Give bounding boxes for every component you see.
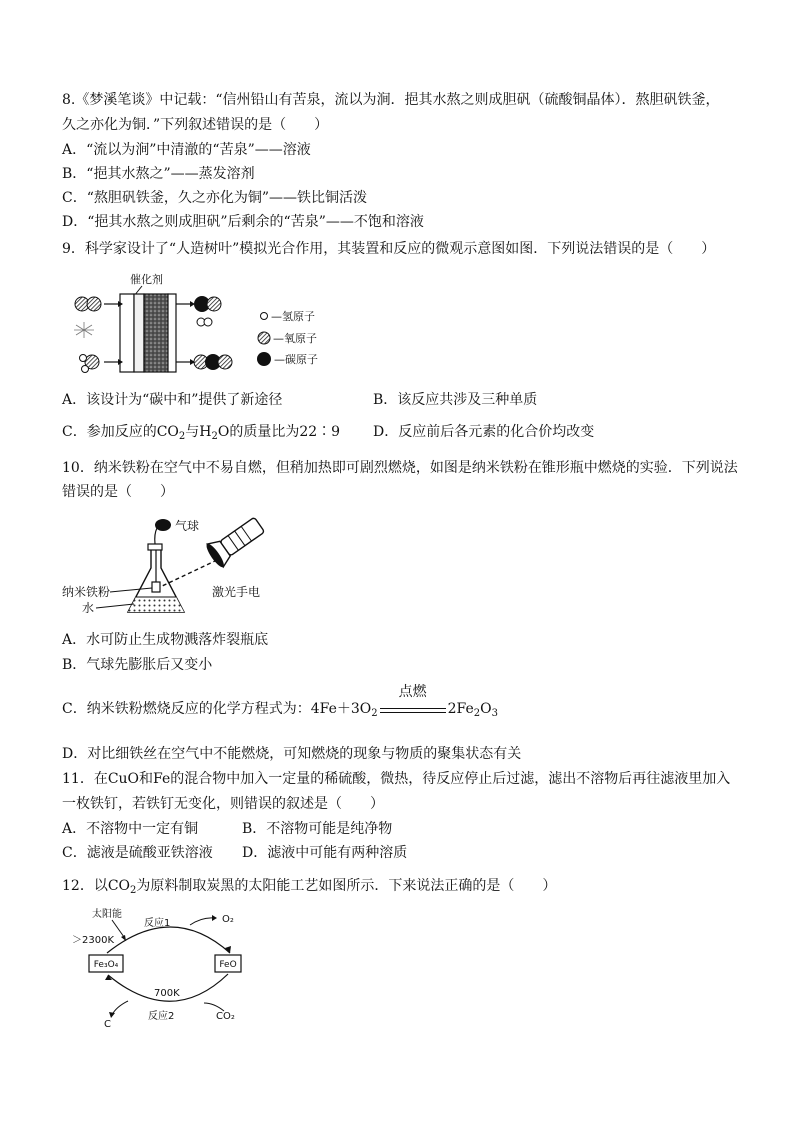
- balloon-icon: [155, 519, 171, 531]
- legend-carbon-label: —碳原子: [274, 353, 318, 366]
- q9-artificial-leaf-figure: [62, 270, 352, 380]
- q11-option-d: D．滤液中可能有两种溶质: [242, 845, 408, 861]
- q10-option-a: A．水可防止生成物溅落炸裂瓶底: [62, 632, 269, 648]
- q12-stem: 12．以$CO_2$为原料制取炭黑的太阳能工艺如图所示．下来说法正确的是（ ）: [62, 878, 557, 896]
- q9-option-c: C．参加反应的$CO_2$与$H_2O$的质量比为22∶9: [62, 424, 341, 442]
- solar-label: 太阳能: [92, 909, 122, 920]
- q8-stem-line1: 8.《梦溪笔谈》中记载：“信州铅山有苦泉，流以为涧．挹其水熬之则成胆矾（硫酸铜晶体）．熬胆矾铁釜，: [62, 92, 720, 108]
- q9-option-d: D．反应前后各元素的化合价均改变: [373, 424, 595, 440]
- q10-option-d: D．对比细铁丝在空气中不能燃烧，可知燃烧的现象与物质的聚集状态有关: [62, 746, 522, 762]
- q11-stem-line2: 一枚铁钉，若铁钉无变化，则错误的叙述是（ ）: [62, 796, 384, 812]
- q9-stem: 9．科学家设计了“人造树叶”模拟光合作用，其装置和反应的微观示意图如图．下列说法错误的是（ ）: [62, 241, 716, 257]
- q11-stem-line1: 11．在CuO和Fe的混合物中加入一定量的稀硫酸，微热，待反应停止后过滤，滤出不溶物后再往滤液里加入: [62, 771, 731, 787]
- q9-option-b: B．该反应共涉及三种单质: [373, 392, 538, 408]
- q12-solar-process-figure: [62, 903, 262, 1028]
- laser-label: 激光手电: [212, 585, 261, 599]
- q10-stem-line1: 10．纳米铁粉在空气中不易自燃，但稍加热即可剧烈燃烧，如图是纳米铁粉在锥形瓶中燃烧的实验．下列说法: [62, 460, 738, 476]
- carbon-label: C: [104, 1019, 111, 1028]
- svg-text:FeO: FeO: [219, 960, 237, 970]
- device-left-panel: [120, 294, 134, 372]
- q11-option-a: A．不溶物中一定有铜: [62, 821, 199, 837]
- legend-hydrogen-label: —氢原子: [271, 310, 315, 323]
- high-temp-label: ＞2300K: [72, 935, 115, 946]
- reaction-condition: 点燃: [380, 699, 446, 719]
- q10-equation: $4Fe+3O_2$ 点燃 $2Fe_2O_3$: [310, 684, 498, 719]
- q11-option-c: C．滤液是硫酸亚铁溶液: [62, 845, 213, 861]
- q10-option-b: B．气球先膨胀后又变小: [62, 657, 213, 673]
- q8-option-a: A．“流以为涧”中清澈的“苦泉”——溶液: [62, 142, 311, 158]
- low-temp-label: 700K: [154, 988, 180, 999]
- q10-nano-iron-figure: [62, 508, 282, 623]
- legend-hydrogen-icon: [261, 313, 268, 320]
- water-label: 水: [82, 601, 95, 615]
- q8-option-c: C．“熬胆矾铁釜，久之亦化为铜”——铁比铜活泼: [62, 190, 368, 206]
- legend-oxygen-icon: [258, 332, 270, 344]
- q9-option-a: A．该设计为“碳中和”提供了新途径: [62, 392, 283, 408]
- light-icon: [74, 322, 94, 338]
- q11-option-b: B．不溶物可能是纯净物: [242, 821, 393, 837]
- q8-stem-line2: 久之亦化为铜．”下列叙述错误的是（ ）: [62, 117, 329, 133]
- q9-catalyst-label: 催化剂: [130, 273, 163, 286]
- reaction2-label: 反应2: [148, 1011, 175, 1022]
- iron-powder-label: 纳米铁粉: [62, 585, 111, 599]
- water-layer: [128, 597, 184, 612]
- svg-text:Fe₃O₄: Fe₃O₄: [93, 960, 119, 970]
- q8-option-d: D．“挹其水熬之则成胆矾”后剩余的“苦泉”——不饱和溶液: [62, 214, 424, 230]
- q8-option-b: B．“挹其水熬之”——蒸发溶剂: [62, 166, 255, 182]
- balloon-label: 气球: [175, 519, 200, 533]
- reaction1-label: 反应1: [144, 918, 171, 929]
- iron-powder-holder: [152, 582, 160, 592]
- co2-label: CO₂: [216, 1011, 235, 1022]
- o2-label: O₂: [222, 914, 234, 925]
- laser-flashlight-icon: [204, 513, 268, 569]
- catalyst-layer: [144, 294, 168, 372]
- legend-oxygen-label: —氧原子: [273, 332, 317, 345]
- q10-option-c: C．纳米铁粉燃烧反应的化学方程式为：$4Fe+3O_2$ 点燃 $2Fe_2O_3$: [62, 684, 498, 719]
- reaction1-arrow: [107, 927, 230, 953]
- q10-stem-line2: 错误的是（ ）: [62, 484, 174, 500]
- stopper: [148, 544, 162, 550]
- legend-carbon-icon: [257, 352, 271, 366]
